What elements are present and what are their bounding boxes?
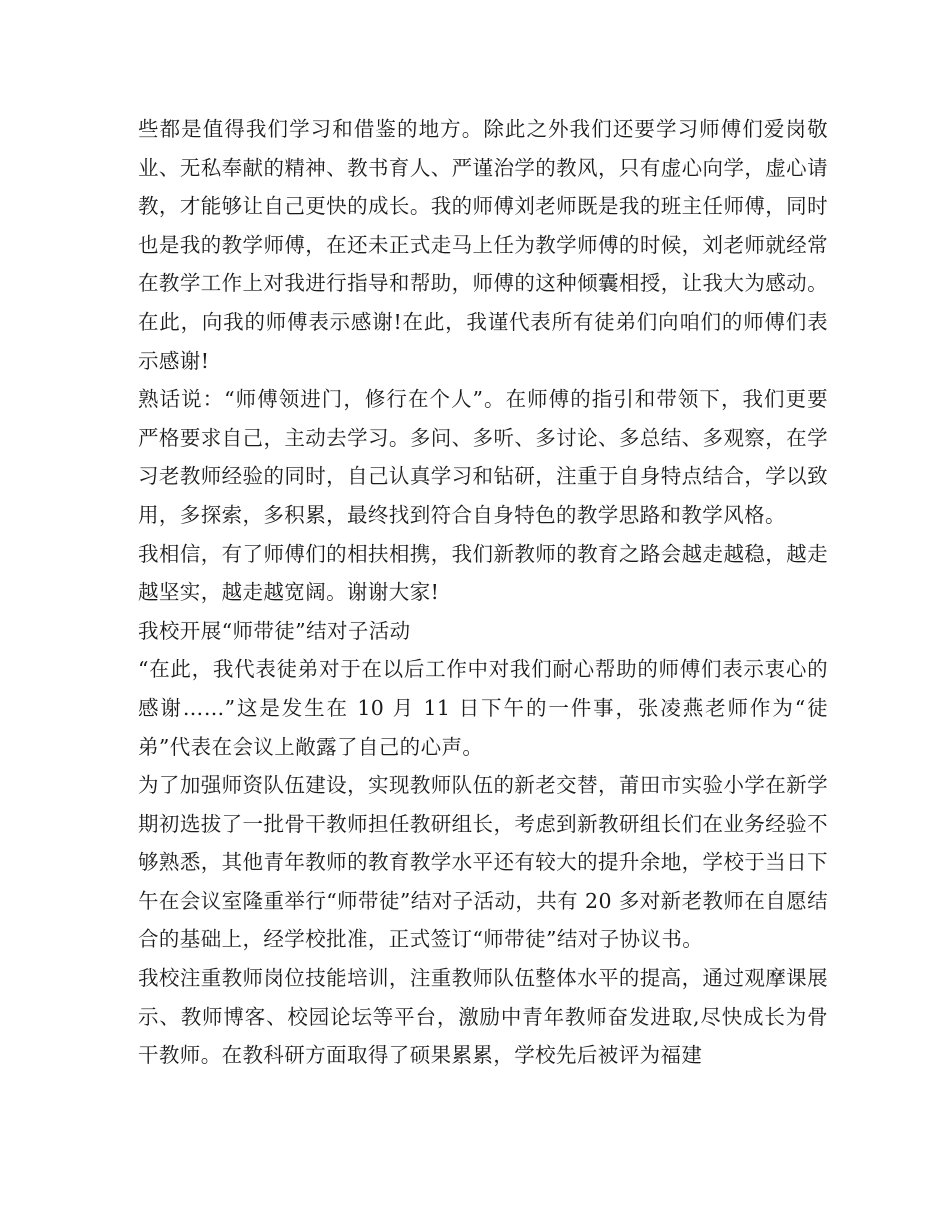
paragraph-quote: “在此，我代表徒弟对于在以后工作中对我们耐心帮助的师傅们表示衷心的感谢……”这是发生在 10 月 11 日下午的一件事，张凌燕老师作为“徒弟”代表在会议上敞露了自己的心声。: [138, 657, 828, 759]
paragraph-proverb: 熟话说：“师傅领进门，修行在个人”。在师傅的指引和带领下，我们更要严格要求自己，主动去学习。多问、多听、多讨论、多总结、多观察，在学习老教师经验的同时，自己认真学习和钻研，注重于自身特点结合，学以致用，多探索，多积累，最终找到符合自身特色的教学思路和教学风格。: [138, 387, 828, 527]
paragraph-activity: 为了加强师资队伍建设，实现教师队伍的新老交替，莆田市实验小学在新学期初选拔了一批骨干教师担任教研组长，考虑到新教研组长们在业务经验不够熟悉，其他青年教师的教育教学水平还有较大的提升余地，学校于当日下午在会议室隆重举行“师带徒”结对子活动，共有 20 多对新老教师在自愿结合的基础上，经学校批准，正式签订“师带徒”结对子协议书。: [138, 773, 828, 952]
document-body: [138, 110, 828, 1075]
paragraph-mentor-thanks: 些都是值得我们学习和借鉴的地方。除此之外我们还要学习师傅们爱岗敬业、无私奉献的精神、教书育人、严谨治学的教风，只有虚心向学，虚心请教，才能够让自己更快的成长。我的师傅刘老师既是我的班主任师傅，同时也是我的教学师傅，在还未正式走马上任为教学师傅的时候，刘老师就经常在教学工作上对我进行指导和帮助，师傅的这种倾囊相授，让我大为感动。在此，向我的师傅表示感谢!在此，我谨代表所有徒弟们向咱们的师傅们表示感谢!: [138, 117, 828, 373]
paragraph-closing: 我相信，有了师傅们的相扶相携，我们新教师的教育之路会越走越稳，越走越坚实，越走越宽阔。谢谢大家!: [138, 541, 828, 605]
paragraph-training: 我校注重教师岗位技能培训，注重教师队伍整体水平的提高，通过观摩课展示、教师博客、校园论坛等平台，激励中青年教师奋发进取,尽快成长为骨干教师。在教科研方面取得了硕果累累，学校先后被评为福建: [138, 966, 828, 1068]
section-heading: 我校开展“师带徒”结对子活动: [138, 618, 411, 643]
